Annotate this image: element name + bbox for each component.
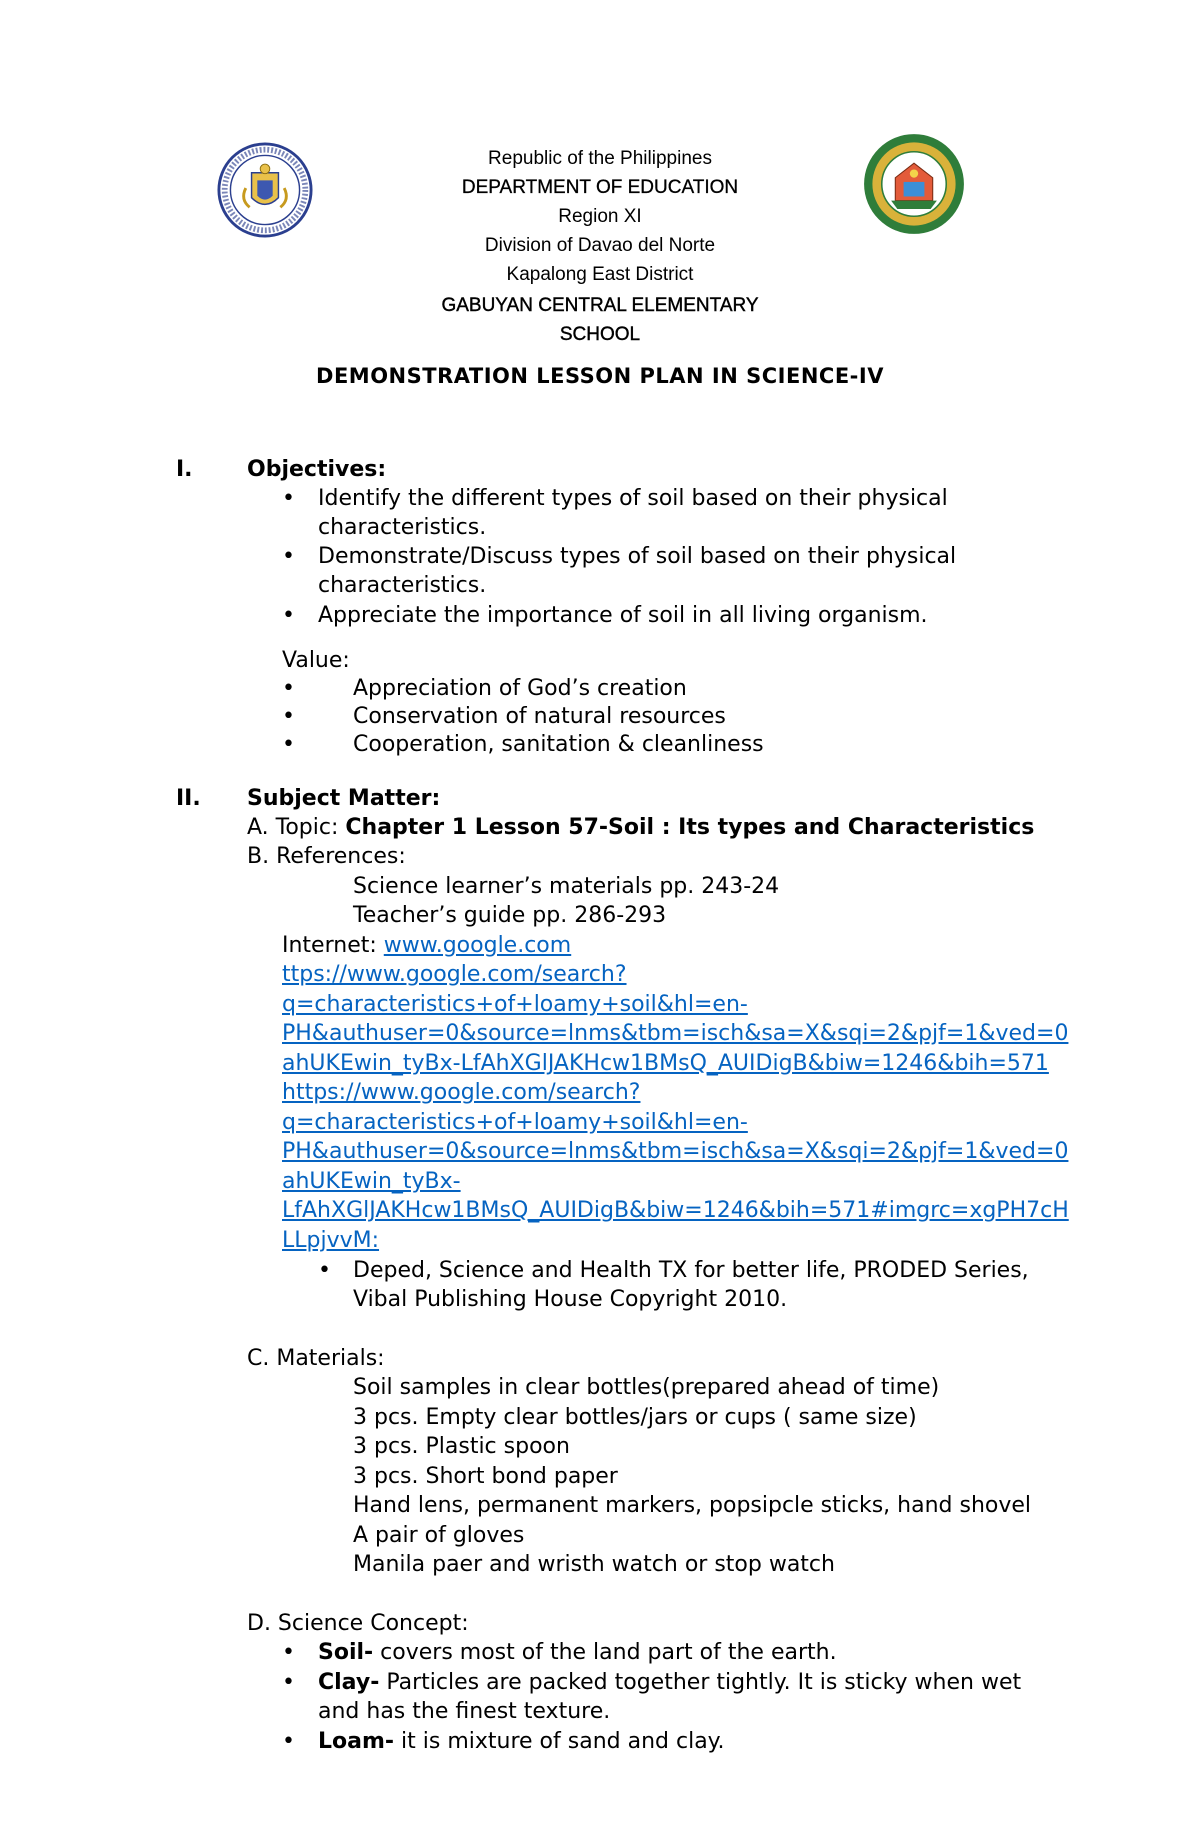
concept-label: D. Science Concept: <box>247 1611 469 1636</box>
concept-clay-definition-line-2: and has the finest texture. <box>318 1699 611 1724</box>
reference-url-1-line-2[interactable]: q=characteristics+of+loamy+soil&hl=en- <box>282 992 748 1017</box>
reference-url-1-line-1[interactable]: ttps://www.google.com/search? <box>282 962 627 987</box>
reference-teachers-guide: Teacher’s guide pp. 286-293 <box>353 903 667 928</box>
objectives-heading: Objectives: <box>247 457 387 482</box>
objective-2-line-1: Demonstrate/Discuss types of soil based on their physical <box>318 544 957 569</box>
value-item-3: Cooperation, sanitation & cleanliness <box>353 732 764 757</box>
material-item-4: 3 pcs. Short bond paper <box>353 1464 618 1489</box>
internet-label: Internet: <box>282 933 384 958</box>
material-item-7: Manila paer and wristh watch or stop watch <box>353 1552 835 1577</box>
material-item-5: Hand lens, permanent markers, popsipcle sticks, hand shovel <box>353 1493 1032 1518</box>
value-label: Value: <box>282 648 350 673</box>
letterhead-division: Division of Davao del Norte <box>484 235 716 256</box>
value-item-1: Appreciation of God’s creation <box>353 676 687 701</box>
bullet-icon: • <box>282 486 295 511</box>
material-item-2: 3 pcs. Empty clear bottles/jars or cups ( same size) <box>353 1405 917 1430</box>
bullet-icon: • <box>282 1729 295 1754</box>
reference-url-1-line-4[interactable]: ahUKEwin_tyBx-LfAhXGlJAKHcw1BMsQ_AUIDigB&biw=1246&bih=571 <box>282 1051 1049 1076</box>
reference-url-2-line-5[interactable]: LfAhXGlJAKHcw1BMsQ_AUIDigB&biw=1246&bih=571#imgrc=xgPH7cH <box>282 1198 1069 1223</box>
bullet-icon: • <box>282 1640 295 1665</box>
concept-loam-term: Loam- <box>318 1729 395 1754</box>
concept-soil <box>318 1638 837 1667</box>
topic-prefix: A. Topic: <box>247 815 346 840</box>
letterhead-school: GABUYAN CENTRAL ELEMENTARY SCHOOL <box>441 295 759 345</box>
internet-line <box>282 931 571 960</box>
letterhead-republic: Republic of the Philippines <box>488 148 712 169</box>
bullet-icon: • <box>282 732 295 757</box>
topic-title: Chapter 1 Lesson 57-Soil : Its types and Characteristics <box>345 815 1035 840</box>
division-seal-icon <box>862 132 966 236</box>
bullet-icon: • <box>282 544 295 569</box>
material-item-1: Soil samples in clear bottles(prepared ahead of time) <box>353 1375 940 1400</box>
reference-url-2-line-1[interactable]: https://www.google.com/search? <box>282 1080 641 1105</box>
concept-clay-definition-line-1: Particles are packed together tightly. It is sticky when wet <box>379 1670 1022 1695</box>
material-item-6: A pair of gloves <box>353 1523 525 1548</box>
subject-numeral: II. <box>176 786 201 811</box>
reference-url-1-line-3[interactable]: PH&authuser=0&source=lnms&tbm=isch&sa=X&sqi=2&pjf=1&ved=0 <box>282 1021 1069 1046</box>
bullet-icon: • <box>282 704 295 729</box>
topic-line <box>247 813 1034 842</box>
concept-loam-definition: it is mixture of sand and clay. <box>394 1729 725 1754</box>
reference-url-2-line-3[interactable]: PH&authuser=0&source=lnms&tbm=isch&sa=X&sqi=2&pjf=1&ved=0 <box>282 1139 1069 1164</box>
reference-url-2-line-6[interactable]: LLpjvvM: <box>282 1228 380 1253</box>
concept-loam <box>318 1727 725 1756</box>
deped-seal-icon <box>217 142 313 238</box>
concept-soil-definition: covers most of the land part of the earth. <box>373 1640 837 1665</box>
objective-1-line-1: Identify the different types of soil based on their physical <box>318 486 948 511</box>
document-title: DEMONSTRATION LESSON PLAN IN SCIENCE-IV <box>316 364 884 388</box>
subject-heading: Subject Matter: <box>247 786 441 811</box>
concept-soil-term: Soil- <box>318 1640 374 1665</box>
google-link[interactable]: www.google.com <box>383 933 572 958</box>
bullet-icon: • <box>282 676 295 701</box>
objective-2-line-2: characteristics. <box>318 573 487 598</box>
objectives-numeral: I. <box>176 457 193 482</box>
value-item-2: Conservation of natural resources <box>353 704 726 729</box>
letterhead <box>400 144 800 349</box>
letterhead-district: Kapalong East District <box>506 264 694 285</box>
material-item-3: 3 pcs. Plastic spoon <box>353 1434 570 1459</box>
letterhead-region: Region XI <box>558 206 642 227</box>
bullet-icon: • <box>282 603 295 628</box>
reference-learners-materials: Science learner’s materials pp. 243-24 <box>353 874 780 899</box>
objective-3-line-1: Appreciate the importance of soil in all living organism. <box>318 603 928 628</box>
concept-clay-term: Clay- <box>318 1670 380 1695</box>
references-label: B. References: <box>247 844 406 869</box>
objective-1-line-2: characteristics. <box>318 515 487 540</box>
book-reference-line-1: Deped, Science and Health TX for better life, PRODED Series, <box>353 1258 1029 1283</box>
reference-url-2-line-2[interactable]: q=characteristics+of+loamy+soil&hl=en- <box>282 1110 748 1135</box>
concept-clay <box>318 1668 1021 1697</box>
bullet-icon: • <box>282 1670 295 1695</box>
bullet-icon: • <box>318 1258 331 1283</box>
reference-url-2-line-4[interactable]: ahUKEwin_tyBx- <box>282 1169 461 1194</box>
materials-label: C. Materials: <box>247 1346 385 1371</box>
letterhead-department: DEPARTMENT OF EDUCATION <box>461 177 739 198</box>
book-reference-line-2: Vibal Publishing House Copyright 2010. <box>353 1287 788 1312</box>
